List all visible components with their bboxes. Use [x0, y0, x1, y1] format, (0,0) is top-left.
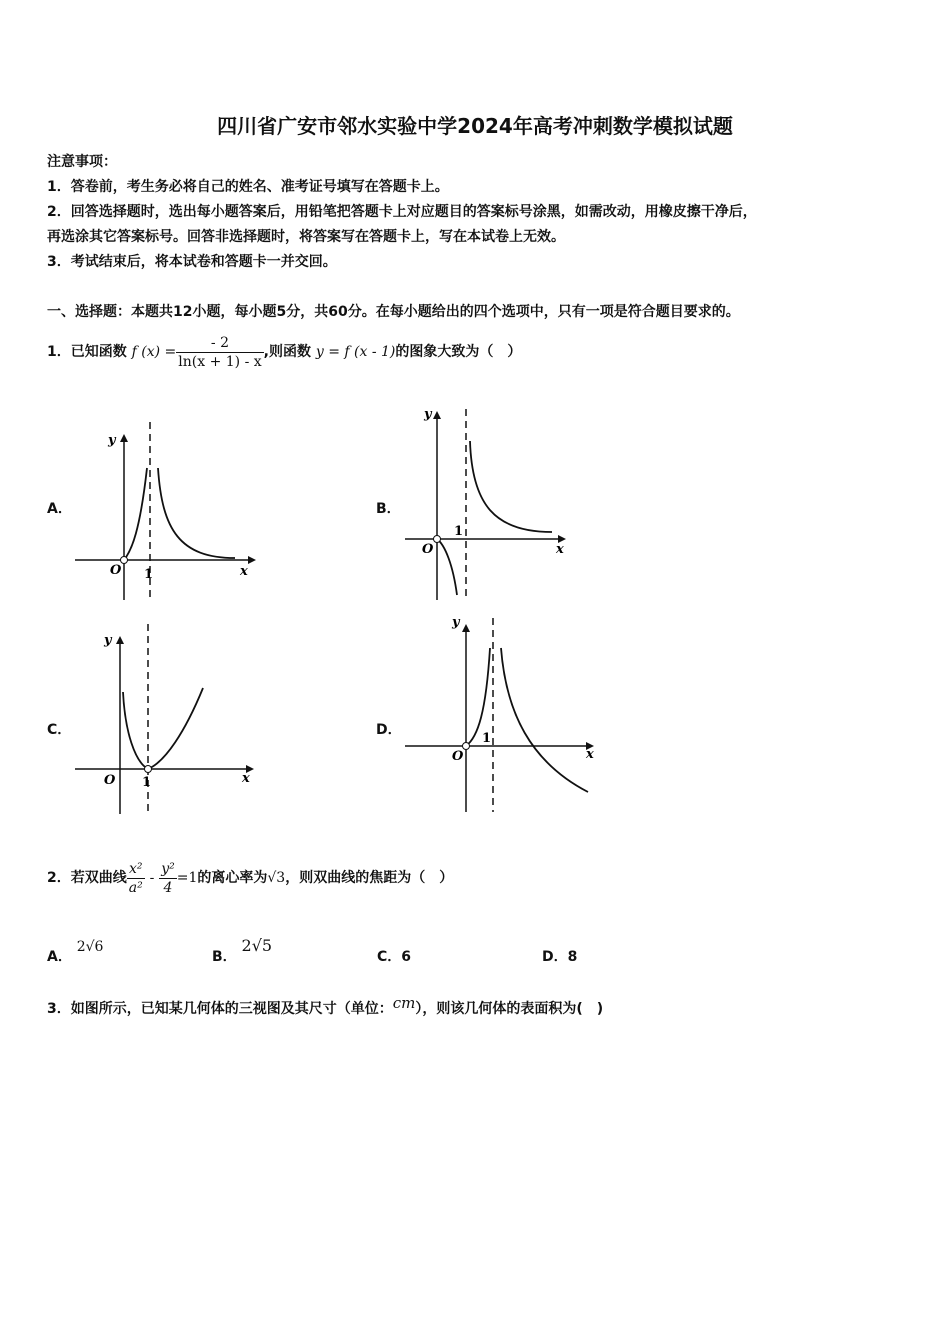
origin-label: O — [110, 563, 122, 578]
y-label: y — [452, 615, 460, 630]
q1-fraction — [176, 334, 263, 371]
origin-point — [463, 743, 470, 750]
question-1 — [47, 332, 521, 372]
q2-t2-num: y² — [161, 860, 175, 877]
option-a-label: A． — [47, 501, 72, 517]
curve-right — [158, 468, 235, 558]
origin-label: O — [452, 749, 464, 764]
choice-label: A． — [47, 949, 72, 965]
q2-ecc: √3 — [267, 870, 286, 886]
option-b-label: B． — [376, 501, 401, 517]
y-axis-arrow — [116, 636, 124, 644]
notice-heading: 注意事项： — [47, 154, 117, 170]
y-label: y — [424, 407, 432, 422]
choice-label: C． — [377, 949, 402, 965]
graph-a — [70, 420, 260, 605]
choice-value: 2√6 — [76, 939, 104, 955]
q1-mid: ,则函数 — [263, 344, 311, 360]
notice-item: 2．回答选择题时，选出每小题答案后，用铅笔把答题卡上对应题目的答案标号涂黑，如需改动，用橡皮擦干净后， — [47, 204, 757, 220]
choice-label: B． — [212, 949, 237, 965]
origin-label: O — [104, 773, 116, 788]
y-axis-arrow — [433, 411, 441, 419]
origin-point — [121, 557, 128, 564]
graph-d — [400, 612, 605, 817]
q2-minus: - — [149, 870, 155, 886]
q2-t1-num: x² — [127, 860, 145, 879]
q2-term1 — [127, 860, 145, 897]
curve-right — [470, 441, 552, 532]
choice-value: 6 — [401, 949, 412, 965]
q2-term2 — [159, 860, 177, 897]
q2-choice-c — [377, 946, 411, 966]
q3-prefix: 3．如图所示，已知某几何体的三视图及其尺寸（单位： — [47, 1001, 393, 1017]
x-axis-arrow — [248, 556, 256, 564]
notice-item: 1．答卷前，考生务必将自己的姓名、准考证号填写在答题卡上。 — [47, 179, 449, 195]
q1-func-den: ln(x + 1) - x — [178, 353, 262, 370]
q3-suffix: ），则该几何体的表面积为( ) — [415, 1001, 604, 1017]
y-axis-arrow — [120, 434, 128, 442]
curve-left — [437, 539, 457, 595]
q2-t1-den: a² — [128, 879, 143, 896]
x-label: x — [242, 771, 250, 786]
q2-mid: 的离心率为 — [197, 870, 268, 886]
tick-one: 1 — [454, 524, 464, 539]
tick-one: 1 — [482, 731, 492, 746]
origin-point — [434, 536, 441, 543]
question-2 — [47, 858, 453, 898]
q2-prefix: 2．若双曲线 — [47, 870, 127, 886]
curve-right — [501, 648, 588, 792]
origin-label: O — [422, 542, 434, 557]
tick-one: 1 — [144, 567, 154, 582]
notice-item: 3．考试结束后，将本试卷和答题卡一并交回。 — [47, 254, 337, 270]
q2-suffix: ，则双曲线的焦距为（ ） — [285, 870, 454, 886]
x-label: x — [586, 747, 594, 762]
graph-c — [70, 622, 260, 817]
q1-prefix: 1．已知函数 — [47, 344, 127, 360]
q3-unit: cm — [392, 994, 416, 1012]
graph-b — [400, 405, 575, 605]
option-d-label: D． — [376, 722, 402, 738]
point-one — [145, 766, 152, 773]
curve-left — [124, 468, 147, 560]
y-label: y — [104, 633, 112, 648]
choice-value: 2√5 — [241, 936, 273, 955]
q1-suffix: 的图象大致为（ ） — [395, 344, 522, 360]
tick-one: 1 — [142, 775, 152, 790]
y-label: y — [108, 433, 116, 448]
option-c-label: C． — [47, 722, 72, 738]
section-heading: 一、选择题：本题共12小题，每小题5分，共60分。在每小题给出的四个选项中，只有一项是符合题目要求的。 — [47, 304, 740, 320]
notice-item: 再选涂其它答案标号。回答非选择题时，将答案写在答题卡上，写在本试卷上无效。 — [47, 229, 565, 245]
q1-func-lhs: f (x) = — [131, 344, 177, 360]
choice-value: 8 — [567, 949, 578, 965]
x-label: x — [556, 542, 564, 557]
q1-target: y = f (x - 1) — [315, 344, 396, 360]
question-3 — [47, 994, 604, 1019]
q2-t2-den: 4 — [163, 879, 173, 896]
page-title: 四川省广安市邻水实验中学2024年高考冲刺数学模拟试题 — [217, 114, 733, 138]
q2-choice-a — [47, 939, 104, 966]
q2-choice-d — [542, 946, 577, 966]
choice-label: D． — [542, 949, 568, 965]
y-axis-arrow — [462, 624, 470, 632]
x-label: x — [240, 564, 248, 579]
q2-choice-b — [212, 936, 273, 966]
q1-func-num: - 2 — [176, 334, 263, 353]
q2-eq: =1 — [176, 870, 198, 886]
curve — [123, 688, 203, 769]
